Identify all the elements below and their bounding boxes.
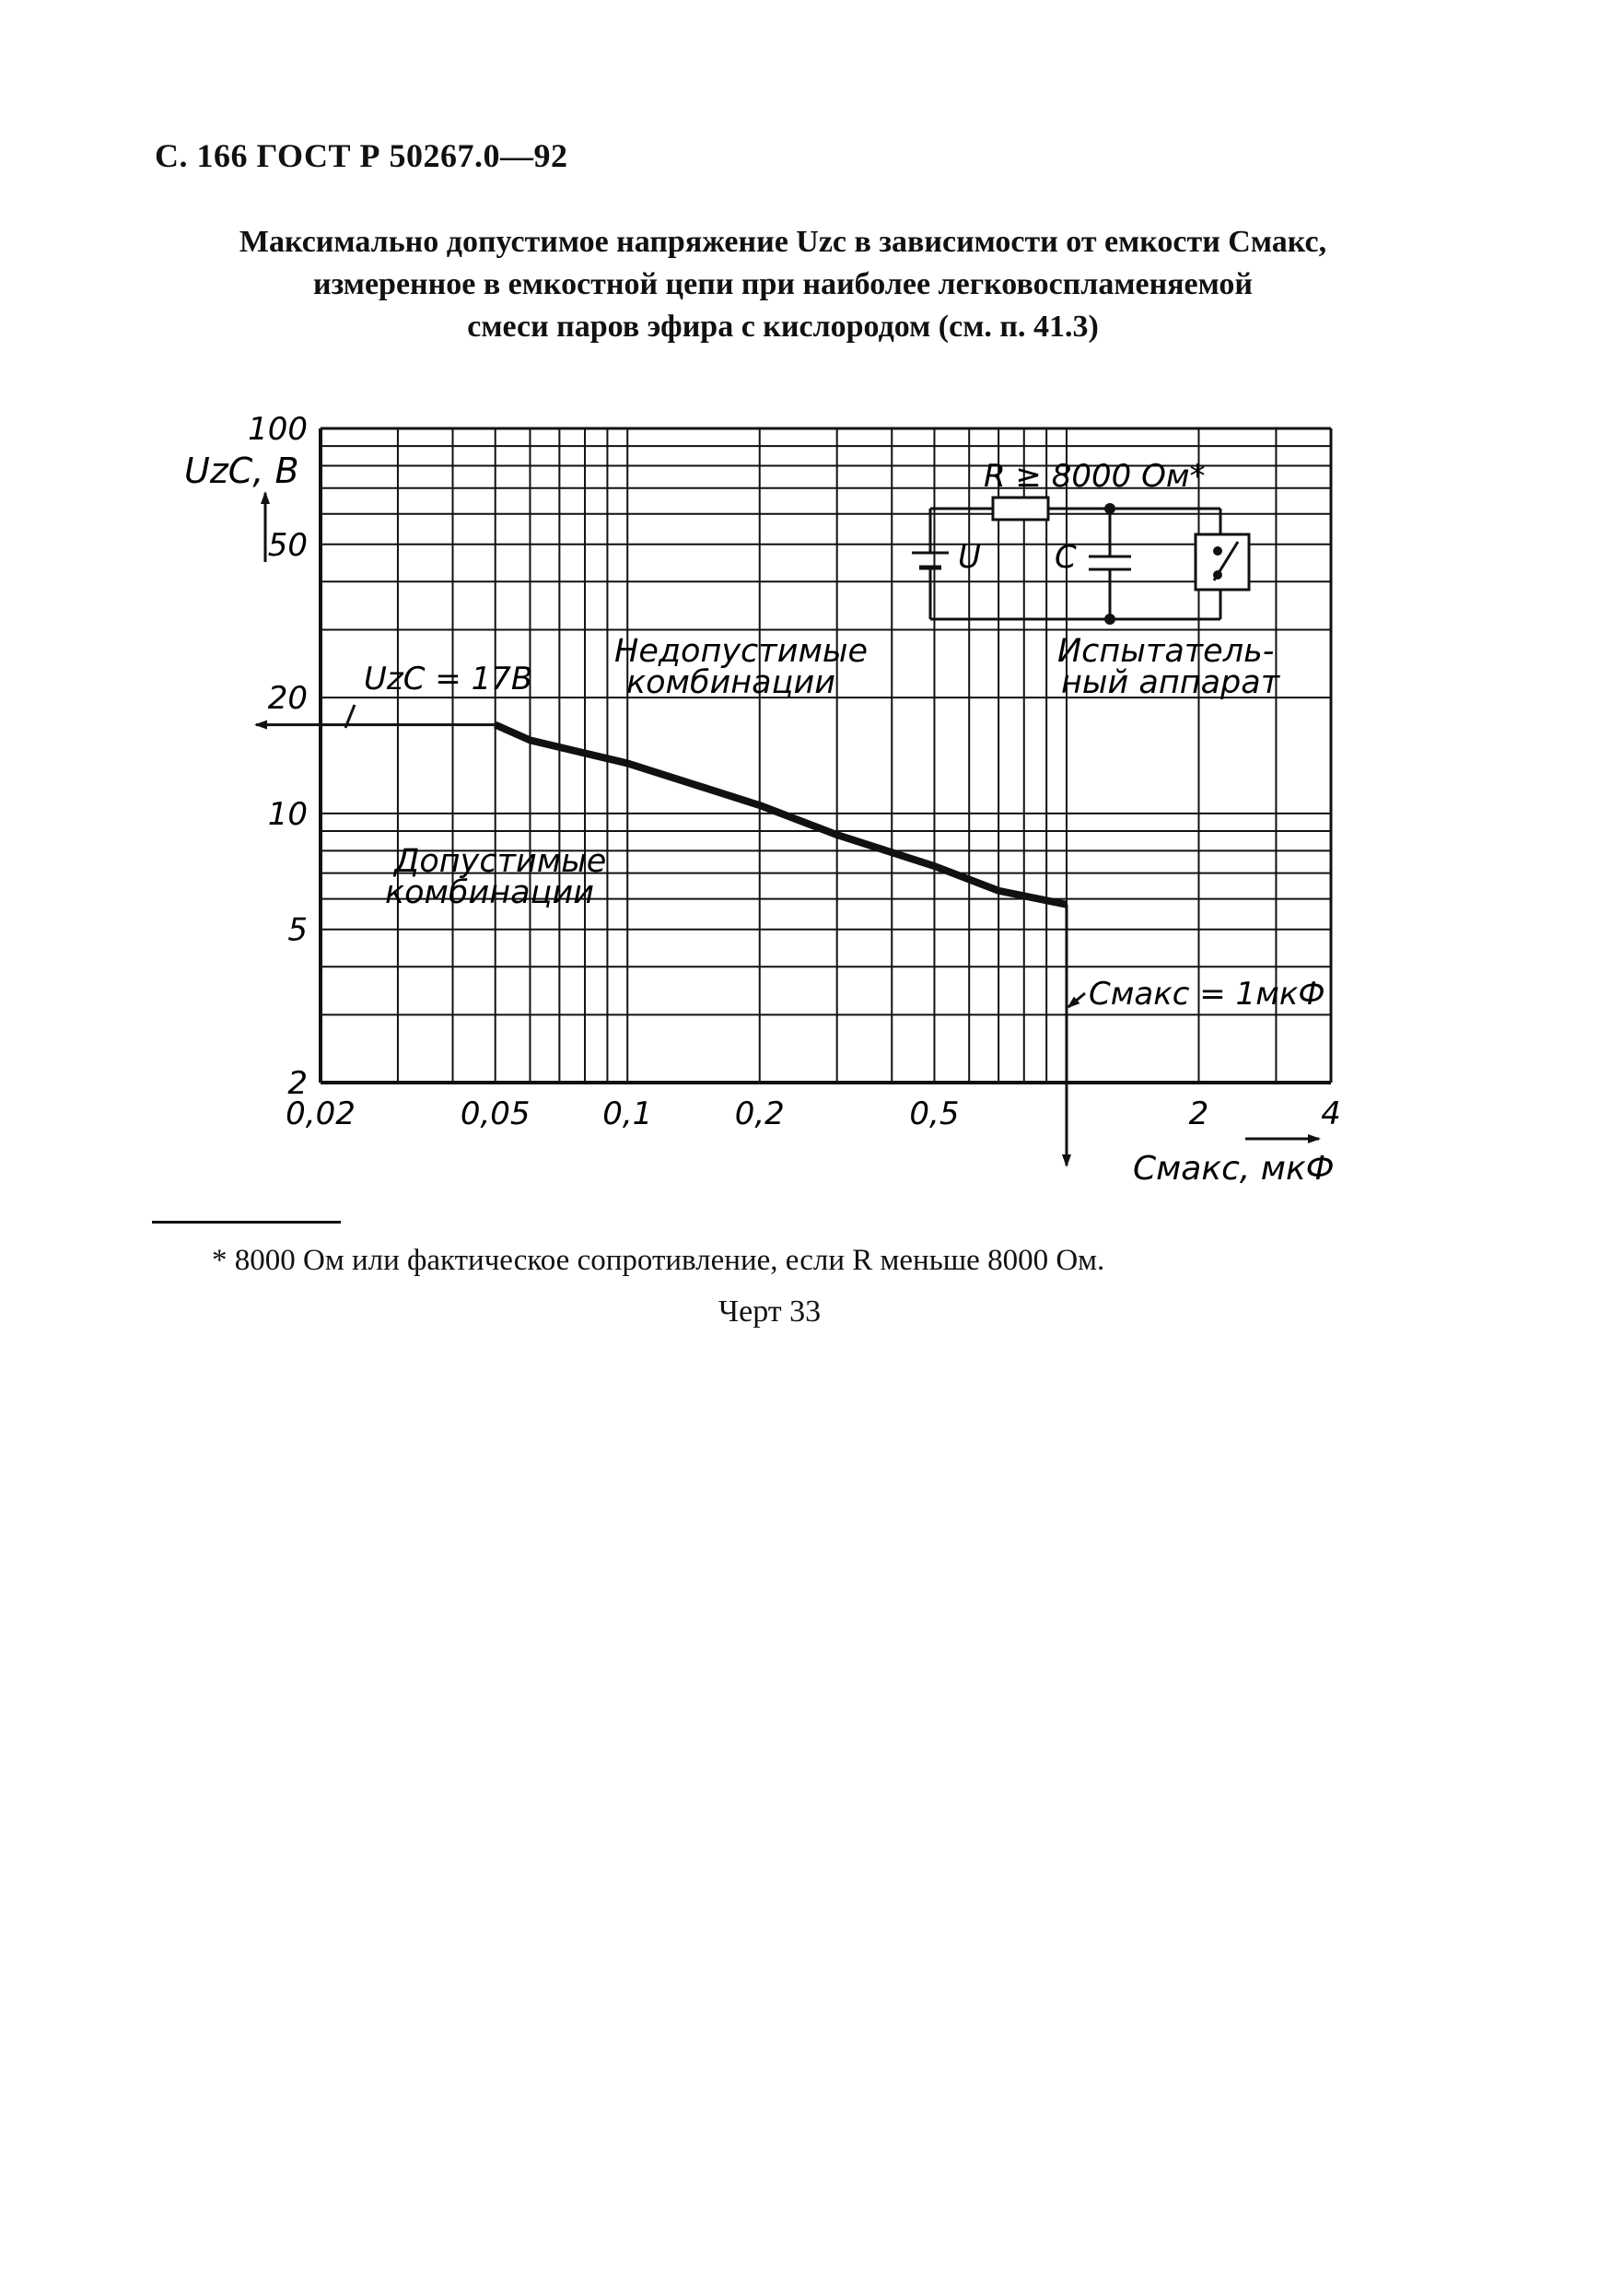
y-tick-label: 100 [248, 411, 308, 448]
y-tick-label: 2 [287, 1065, 308, 1102]
x-tick-label: 0,1 [602, 1095, 653, 1132]
x-tick-label: 4 [1321, 1095, 1341, 1132]
title-line-1: Максимально допустимое напряжение Uzc в зависимости от емкости Cмакс, [239, 225, 1327, 259]
apparatus-label-2: ный аппарат [1061, 664, 1280, 701]
cmax-limit-label: Cмакс = 1мкФ [1089, 976, 1325, 1013]
footnote: * 8000 Ом или фактическое сопротивление, если R меньше 8000 Ом. [212, 1244, 1105, 1277]
resistor-label: R ≥ 8000 Ом* [984, 458, 1206, 495]
y-tick-label: 50 [267, 526, 308, 564]
footnote-divider [152, 1221, 341, 1224]
title-line-3: смеси паров эфира с кислородом (см. п. 41.3) [467, 310, 1099, 344]
y-axis-label: UzC, В [184, 451, 299, 491]
y-tick-label: 20 [267, 680, 308, 718]
figure-caption: Черт 33 [718, 1294, 822, 1329]
y-tick-label: 10 [267, 795, 308, 833]
y-tick-label: 5 [287, 911, 308, 949]
junction-dot [1104, 503, 1115, 514]
contact-dot [1213, 546, 1222, 556]
test-apparatus-icon [1196, 534, 1249, 590]
x-tick-label: 0,02 [286, 1095, 356, 1132]
forbidden-label-1: Недопустимые [614, 633, 869, 670]
x-tick-label: 0,5 [909, 1095, 960, 1132]
title-line-2: измеренное в емкостной цепи при наиболее легковоспламеняемой [313, 267, 1253, 301]
tick-labels [248, 411, 1341, 1132]
resistor-icon [993, 498, 1048, 520]
allowed-label-1: Допустимые [394, 843, 607, 880]
x-axis-label: Cмакс, мкФ [1133, 1150, 1335, 1188]
uzc-limit-label: UzC = 17В [364, 661, 533, 697]
cmax-limit-pointer [1068, 993, 1085, 1007]
x-tick-label: 2 [1188, 1095, 1209, 1132]
forbidden-label-2: комбинации [626, 664, 835, 701]
x-tick-label: 0,05 [460, 1095, 531, 1132]
allowed-label-2: комбинации [385, 874, 594, 911]
junction-dot [1104, 614, 1115, 625]
x-tick-label: 0,2 [734, 1095, 785, 1132]
page-header: С. 166 ГОСТ Р 50267.0—92 [155, 137, 568, 174]
contact-dot [1213, 570, 1222, 580]
capacitor-label: C [1055, 539, 1077, 576]
voltage-label: U [958, 539, 981, 576]
apparatus-label-1: Испытатель- [1057, 633, 1275, 670]
